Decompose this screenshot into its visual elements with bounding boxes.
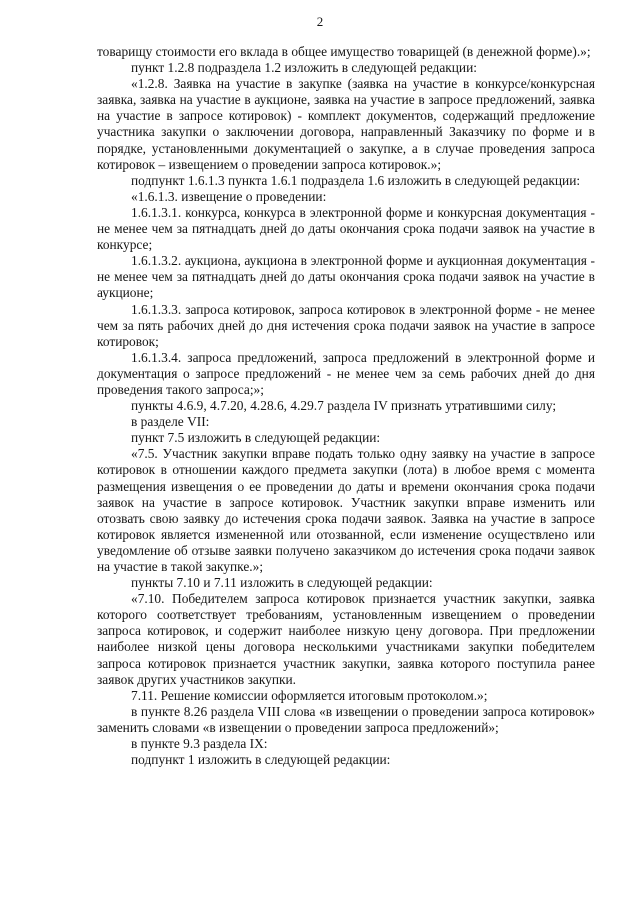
paragraph: пункты 4.6.9, 4.7.20, 4.28.6, 4.29.7 раздела IV признать утратившими силу; bbox=[131, 398, 557, 414]
paragraph: «7.10. Победителем запроса котировок признается участник закупки, заявка которого соответствует требованиям, установленным извещением о проведении запроса котировок, и содержит наиболее низкую цену договора. При предложении наиболее низкой цены договора несколькими участниками закупки победителем запроса котировок признается участник закупки, заявка которого поступила ранее заявок других участников закупки. bbox=[97, 591, 595, 687]
paragraph: в пункте 9.3 раздела IX: bbox=[131, 736, 268, 752]
page-number: 2 bbox=[316, 14, 324, 29]
paragraph: пункты 7.10 и 7.11 изложить в следующей редакции: bbox=[131, 575, 433, 591]
paragraph: 1.6.1.3.4. запроса предложений, запроса предложений в электронной форме и документация о запросе предложений - не менее чем за семь рабочих дней до дня проведения такого запроса;»; bbox=[97, 349, 595, 397]
paragraph: 1.6.1.3.2. аукциона, аукциона в электронной форме и аукционная документация - не менее чем за пятнадцать дней до даты окончания срока подачи заявок на участие в аукционе; bbox=[97, 253, 595, 301]
paragraph: товарищу стоимости его вклада в общее имущество товарищей (в денежной форме).»; bbox=[97, 44, 591, 59]
paragraph: подпункт 1 изложить в следующей редакции: bbox=[131, 752, 391, 768]
paragraph: «1.6.1.3. извещение о проведении: bbox=[131, 188, 327, 204]
paragraph: 1.6.1.3.1. конкурса, конкурса в электронной форме и конкурсная документация - не менее чем за пятнадцать дней до даты окончания срока подачи заявок на участие в конкурсе; bbox=[97, 204, 595, 253]
paragraph: «1.2.8. Заявка на участие в закупке (заявка на участие в конкурсе/конкурсная заявка, заявка на участие в аукционе, заявка на участие в запросе предложений, заявка на участие в запросе котировок) - комплект документов, содержащий предложение участника закупки о заключении договора, направленный Заказчику по форме и в порядке, установленными документацией о закупке, а в случае проведения запроса котировок – извещением о проведении запроса котировок.»; bbox=[97, 76, 595, 172]
paragraph: «7.5. Участник закупки вправе подать только одну заявку на участие в запросе котировок в отношении каждого предмета закупки (лота) в любое время с момента размещения извещения о ее проведении до даты и времени окончания срока подачи заявок на участие в запросе котировок. Участник закупки вправе изменить или отозвать свою заявку до истечения срока подачи заявок. Заявка на участие в запросе котировок является измененной или отозванной, если изменение осуществлено или уведомление об отзыве заявки получено заказчиком до истечения срока подачи заявок на участие в такой закупке.»; bbox=[97, 446, 595, 574]
paragraph: пункт 1.2.8 подраздела 1.2 изложить в следующей редакции: bbox=[131, 60, 477, 76]
document-body bbox=[97, 44, 595, 768]
paragraph: подпункт 1.6.1.3 пункта 1.6.1 подраздела 1.6 изложить в следующей редакции: bbox=[131, 172, 581, 188]
paragraph: в разделе VII: bbox=[131, 414, 210, 430]
paragraph: 1.6.1.3.3. запроса котировок, запроса котировок в электронной форме - не менее чем за пять рабочих дней до дня истечения срока подачи заявок на участие в запросе котировок; bbox=[97, 301, 595, 349]
paragraph: 7.11. Решение комиссии оформляется итоговым протоколом.»; bbox=[131, 687, 488, 703]
paragraph: в пункте 8.26 раздела VIII слова «в извещении о проведении запроса котировок» заменить словами «в извещении о проведении запроса предложений»; bbox=[97, 703, 595, 735]
paragraph: пункт 7.5 изложить в следующей редакции: bbox=[131, 430, 381, 446]
